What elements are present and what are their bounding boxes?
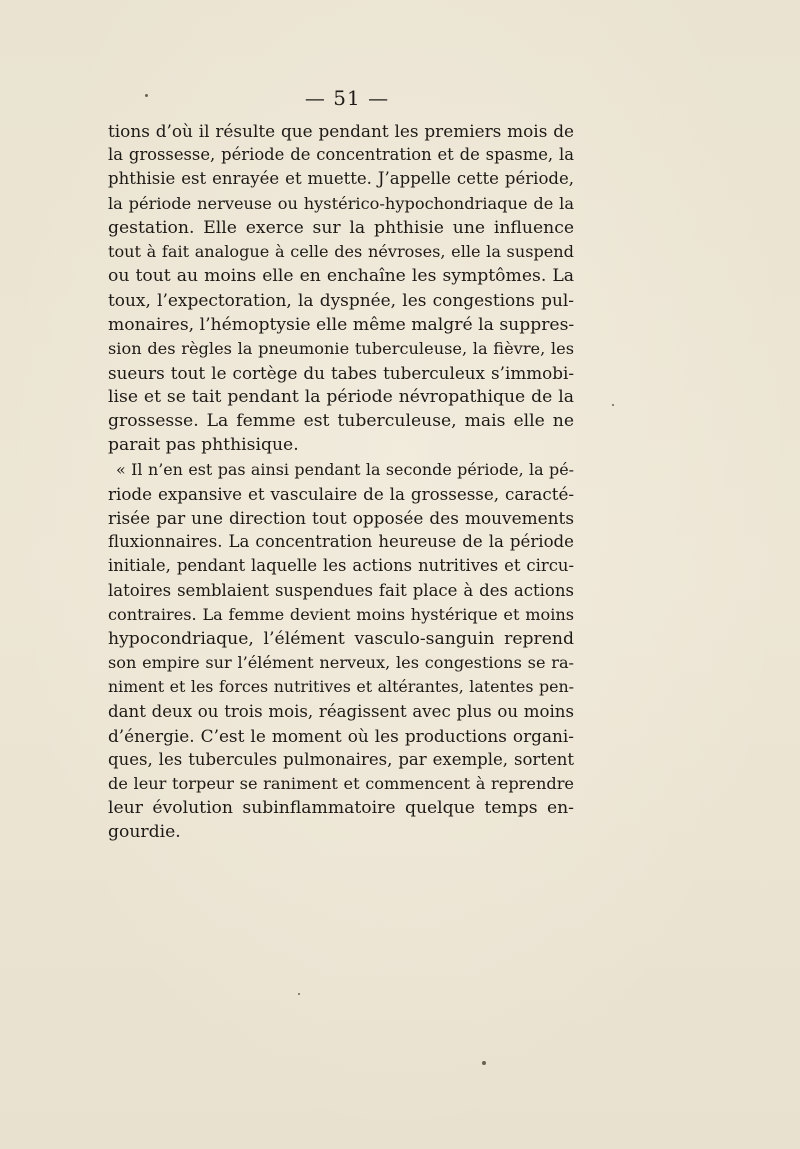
text-line: latoires semblaient suspendues fait place à des actions — [108, 580, 574, 600]
text-line: gourdie. — [108, 822, 181, 843]
text-line: grossesse. La femme est tuberculeuse, mais elle ne — [108, 411, 574, 432]
text-line: niment et les forces nutritives et altérantes, latentes pen- — [108, 677, 574, 697]
paragraph-1 — [108, 119, 574, 458]
body-text — [108, 119, 574, 845]
text-line: riode expansive et vasculaire de la grossesse, caracté- — [108, 483, 574, 504]
text-line: tout à fait analogue à celle des névroses, elle la suspend — [108, 241, 574, 261]
text-line: sueurs tout le cortège du tabes tuberculeux s’immobi- — [108, 362, 574, 383]
paper-speck — [298, 993, 300, 995]
text-line: la période nerveuse ou hystérico-hypochondriaque de la — [108, 193, 574, 213]
paper-speck — [482, 1061, 486, 1065]
text-line: contraires. La femme devient moins hystérique et moins — [108, 604, 574, 624]
text-line: son empire sur l’élément nerveux, les congestions se ra- — [108, 653, 574, 673]
text-line: « Il n’en est pas ainsi pendant la seconde période, la pé- — [116, 459, 574, 479]
text-line: dant deux ou trois mois, réagissent avec plus ou moins — [108, 701, 574, 721]
text-line: sion des règles la pneumonie tuberculeuse, la fièvre, les — [108, 338, 574, 358]
paper-speck — [145, 94, 148, 97]
text-line: risée par une direction tout opposée des mouvements — [108, 508, 574, 528]
text-line: fluxionnaires. La concentration heureuse de la période — [108, 532, 574, 552]
text-line: gestation. Elle exerce sur la phthisie une influence — [108, 217, 574, 238]
text-line: ou tout au moins elle en enchaîne les symptômes. La — [108, 266, 574, 287]
paper-speck — [612, 404, 614, 406]
page-number: — 51 — — [304, 86, 390, 110]
text-line: tions d’où il résulte que pendant les premiers mois de — [108, 121, 574, 141]
text-line: monaires, l’hémoptysie elle même malgré la suppres- — [108, 314, 575, 335]
text-line: initiale, pendant laquelle les actions nutritives et circu- — [108, 556, 574, 576]
text-line: lise et se tait pendant la période névropathique de la — [108, 387, 574, 408]
text-line: toux, l’expectoration, la dyspnée, les congestions pul- — [108, 290, 574, 311]
text-line: ques, les tubercules pulmonaires, par exemple, sortent — [108, 749, 574, 769]
paragraph-2 — [108, 458, 574, 845]
text-line: parait pas phthisique. — [108, 435, 299, 456]
text-line: d’énergie. C’est le moment où les productions organi- — [108, 725, 574, 746]
text-line: leur évolution subinflammatoire quelque temps en- — [108, 798, 574, 819]
text-line: de leur torpeur se raniment et commencent à reprendre — [108, 774, 574, 794]
text-line: phthisie est enrayée et muette. J’appelle cette période, — [108, 169, 574, 189]
text-line: la grossesse, période de concentration et de spasme, la — [108, 145, 574, 165]
text-line: hypocondriaque, l’élément vasculo-sanguin reprend — [108, 628, 574, 649]
